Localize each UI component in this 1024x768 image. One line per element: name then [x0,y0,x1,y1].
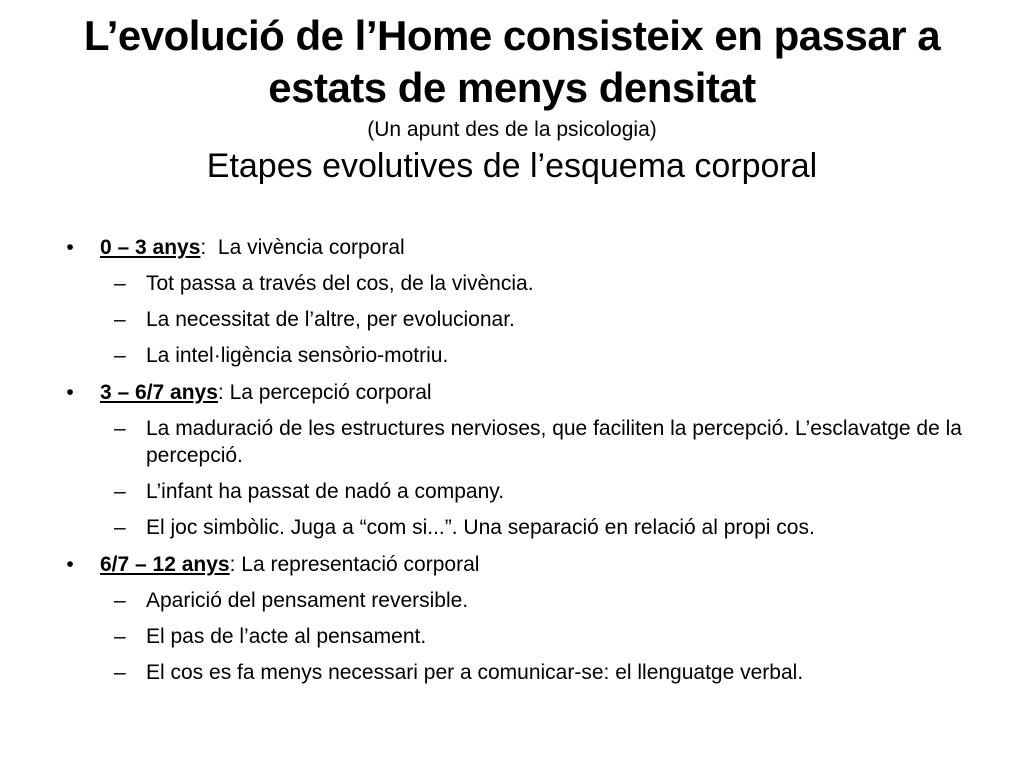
title-block [0,10,1024,186]
dash-icon: – [114,625,126,648]
title-line-1: L’evolució de l’Home consisteix en passar a [83,12,941,59]
stage-detail [100,478,980,505]
stage-detail [100,270,980,297]
stage-age: 3 – 6/7 anys [100,381,218,404]
dash-icon: – [114,480,126,503]
stage-heading [100,379,980,406]
detail-text: Tot passa a través del cos, de la vivència. [146,272,534,295]
stage-item [60,551,980,686]
stage-detail [100,514,980,541]
bullet-icon: • [66,381,74,404]
title-line-2: estats de menys densitat [268,64,756,111]
stage-separator: : [229,553,242,576]
dash-icon: – [114,589,126,612]
dash-icon: – [114,516,126,539]
detail-text: El pas de l’acte al pensament. [146,625,427,648]
stage-detail [100,623,980,650]
dash-icon: – [114,417,126,440]
bullet-icon: • [66,236,74,259]
bullet-icon: • [66,553,74,576]
stage-separator: : [200,236,218,259]
stage-separator: : [217,381,230,404]
stage-label: La percepció corporal [229,381,432,404]
stage-detail [100,587,980,614]
detail-text: La intel·ligència sensòrio-motriu. [146,344,449,367]
detail-text: La necessitat de l’altre, per evolucionar. [146,308,515,331]
subtitle: Etapes evolutives de l’esquema corporal [206,147,818,185]
stage-item [60,234,980,369]
dash-icon: – [114,344,126,367]
detail-text: El cos es fa menys necessari per a comunicar-se: el llenguatge verbal. [146,661,804,684]
subtitle-note: (Un apunt des de la psicologia) [367,118,657,141]
dash-icon: – [114,308,126,331]
stage-detail [100,659,980,686]
stage-heading [100,234,980,261]
dash-icon: – [114,661,126,684]
detail-text: El joc simbòlic. Juga a “com si...”. Una separació en relació al propi cos. [146,516,815,539]
stage-item [60,379,980,541]
stage-heading [100,551,980,578]
stage-label: La representació corporal [241,553,480,576]
stage-detail [100,342,980,369]
stage-age: 6/7 – 12 anys [100,553,230,576]
stage-label: La vivència corporal [217,236,405,259]
stage-age: 0 – 3 anys [100,236,201,259]
stage-detail [100,415,980,469]
detail-text: Aparició del pensament reversible. [146,589,469,612]
dash-icon: – [114,272,126,295]
stage-detail [100,306,980,333]
detail-text: L’infant ha passat de nadó a company. [146,480,505,503]
stage-list [60,234,980,696]
detail-text: La maduració de les estructures nervioses, que faciliten la percepció. L’esclavatge de la percepció. [146,417,962,467]
